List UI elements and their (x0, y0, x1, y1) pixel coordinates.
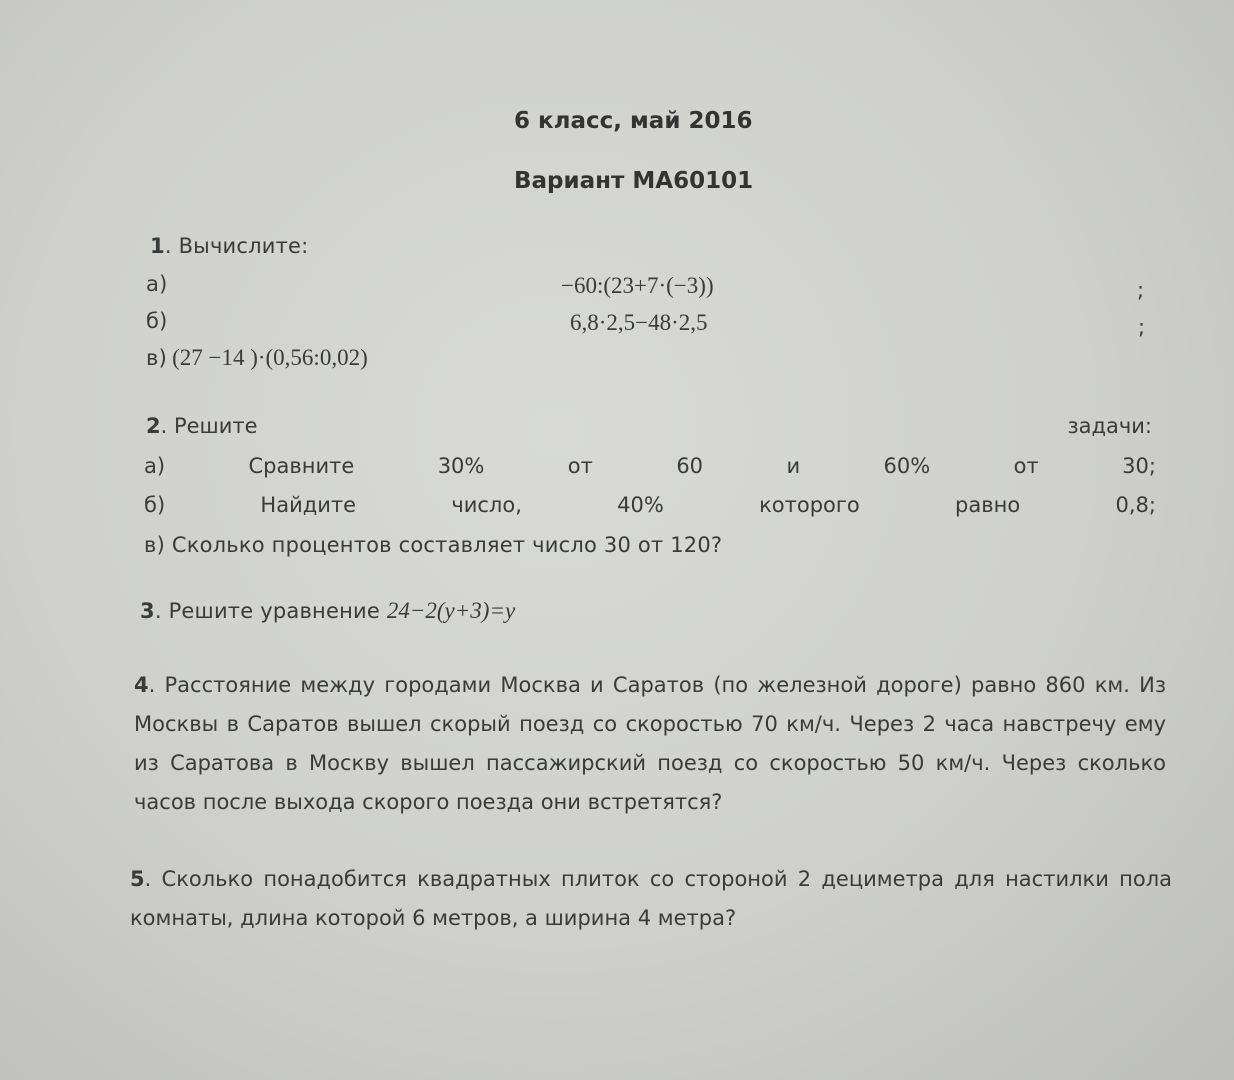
word: 30; (1122, 454, 1156, 478)
task1-number: 1 (150, 234, 165, 258)
task5-number: 5 (130, 867, 145, 891)
task2-a-line (144, 454, 1156, 478)
task1-b-expression: 6,8·2,5−48·2,5 (570, 310, 708, 335)
task5 (130, 860, 1172, 938)
task2-b-line (144, 493, 1156, 517)
task4 (134, 666, 1166, 822)
word: от (567, 454, 593, 478)
task1-heading-text: . Вычислите: (164, 234, 309, 258)
word: которого (759, 493, 860, 517)
task1-a-semicolon: ; (1137, 278, 1145, 302)
variant-title: Вариант МА60101 (514, 168, 754, 194)
word: 60% (883, 454, 931, 478)
task1-a-expression: −60:(23+7·(−3)) (561, 273, 714, 298)
word: 40% (617, 493, 664, 517)
task1-b-label: б) (146, 309, 168, 333)
word: б) (144, 493, 166, 517)
task2-heading (146, 414, 1152, 438)
page-title: 6 класс, май 2016 (514, 108, 753, 134)
task3-number: 3 (140, 599, 155, 623)
word: 60 (676, 454, 704, 478)
task1-c-expression: (27 −14 )·(0,56:0,02) (172, 345, 368, 370)
word: 30% (437, 454, 485, 478)
task2-heading-text: . Решите (160, 414, 258, 438)
task4-text: . Расстояние между городами Москва и Саратов (по железной дороге) равно 860 км. Из Москвы в Саратов вышел скорый поезд со скоростью 70 км/ч. Через 2 часа навстречу ему из Саратова в Москву вышел пассажирский поезд со скоростью 50 км/ч. Через сколько часов после выхода скорого поезда они встретятся? (134, 673, 1166, 814)
task2-heading-right: задачи: (1067, 414, 1152, 438)
word: от (1013, 454, 1039, 478)
task3 (140, 598, 515, 624)
word: равно (955, 493, 1021, 517)
task5-text: . Сколько понадобится квадратных плиток со стороной 2 дециметра для настилки пола комнаты, длина которой 6 метров, а ширина 4 метра? (130, 867, 1172, 930)
word: Сравните (248, 454, 355, 478)
task2-heading-left (146, 414, 258, 438)
word: 0,8; (1115, 493, 1156, 517)
task3-equation: 24−2(y+3)=y (386, 598, 516, 623)
word: число, (451, 493, 522, 517)
word: и (786, 454, 801, 478)
task4-number: 4 (134, 673, 149, 697)
word: а) (144, 454, 166, 478)
task1-heading (150, 234, 308, 258)
task1-b-semicolon: ; (1138, 315, 1146, 339)
task1-c (146, 345, 368, 371)
word: Найдите (260, 493, 357, 517)
task3-text: . Решите уравнение (154, 599, 387, 623)
task2-number: 2 (146, 414, 161, 438)
task2-c-line: в) Сколько процентов составляет число 30 от 120? (144, 533, 723, 557)
task1-c-label: в) (146, 346, 167, 370)
task1-a-label: а) (146, 272, 168, 296)
